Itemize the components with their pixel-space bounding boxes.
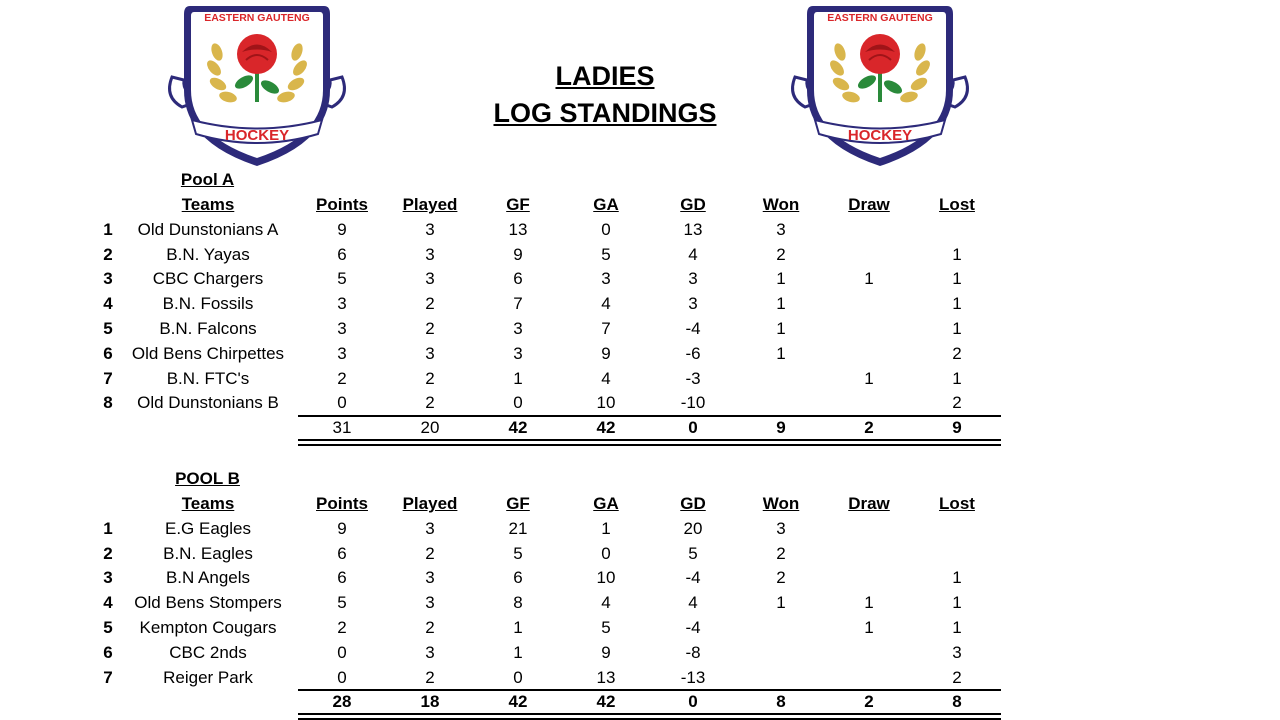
stat-cell-ga: 10: [596, 568, 616, 588]
stat-cell-gf: 9: [513, 244, 523, 264]
stat-cell-won: 1: [776, 269, 786, 289]
stat-cell-points: 0: [337, 642, 347, 662]
totals-double-rule: [298, 439, 1001, 446]
stat-cell-played: 2: [425, 618, 435, 637]
total-cell-points: 28: [332, 692, 352, 712]
stat-cell-lost: 1: [952, 368, 962, 388]
stat-cell-gd: -4: [685, 568, 701, 588]
stat-cell-gf: 6: [513, 568, 523, 588]
rank-cell: 4: [103, 593, 113, 613]
stat-cell-gf: 8: [513, 593, 523, 613]
rank-cell: 4: [103, 294, 113, 314]
stat-cell-won: 2: [776, 543, 786, 563]
logo-right-bottom-text: HOCKEY: [847, 127, 913, 144]
stat-cell-played: 2: [425, 319, 435, 338]
stat-cell-gf: 3: [513, 343, 523, 363]
stat-cell-points: 3: [337, 319, 347, 338]
total-cell-played: 18: [420, 692, 440, 712]
total-cell-gd: 0: [688, 692, 698, 712]
total-cell-points: 31: [332, 418, 352, 438]
stat-cell-played: 2: [425, 667, 435, 687]
rank-cell: 7: [103, 368, 113, 388]
stat-cell-gf: 7: [513, 294, 523, 314]
stat-cell-gd: -8: [685, 642, 701, 662]
column-header-gd: GD: [680, 494, 706, 513]
rank-cell: 7: [103, 667, 113, 687]
stat-cell-gf: 5: [513, 543, 523, 563]
column-header-ga: GA: [593, 195, 619, 214]
stat-cell-won: 3: [776, 518, 786, 538]
rank-cell: 5: [103, 618, 113, 637]
stat-cell-ga: 10: [596, 393, 616, 413]
stat-cell-played: 3: [425, 568, 435, 588]
stat-cell-draw: 1: [864, 269, 874, 289]
team-name-cell: Old Bens Chirpettes: [131, 343, 285, 363]
stat-cell-won: 1: [776, 593, 786, 613]
stat-cell-points: 6: [337, 543, 347, 563]
stat-cell-ga: 4: [601, 294, 611, 314]
rank-cell: 1: [103, 518, 113, 538]
team-name-cell: CBC 2nds: [169, 642, 247, 662]
column-header-points: Points: [316, 195, 368, 214]
team-name-cell: E.G Eagles: [165, 518, 251, 538]
stat-cell-ga: 0: [601, 219, 611, 239]
team-name-cell: Reiger Park: [163, 667, 253, 687]
logo-left-bottom-text: HOCKEY: [224, 127, 290, 144]
totals-double-rule: [298, 713, 1001, 720]
stat-cell-gf: 3: [513, 319, 523, 338]
column-header-ga: GA: [593, 494, 619, 513]
stat-cell-played: 3: [425, 269, 435, 289]
stat-cell-lost: 1: [952, 618, 962, 637]
stat-cell-points: 3: [337, 294, 347, 314]
column-header-gf: GF: [506, 195, 530, 214]
stat-cell-gd: 4: [688, 244, 698, 264]
stat-cell-lost: 1: [952, 593, 962, 613]
stat-cell-draw: 1: [864, 618, 874, 637]
total-cell-won: 8: [776, 692, 786, 712]
team-name-cell: Old Dunstonians A: [137, 219, 279, 239]
logo-right-top-text: EASTERN GAUTENG: [827, 12, 933, 24]
rank-cell: 2: [103, 543, 113, 563]
team-name-cell: B.N. FTC's: [166, 368, 250, 388]
title-line-1: LADIES: [555, 61, 655, 91]
rank-cell: 3: [103, 269, 113, 289]
stat-cell-won: 2: [776, 568, 786, 588]
stat-cell-gf: 6: [513, 269, 523, 289]
stat-cell-played: 3: [425, 593, 435, 613]
stat-cell-played: 3: [425, 518, 435, 538]
rank-cell: 6: [103, 642, 113, 662]
stat-cell-gf: 0: [513, 393, 523, 413]
team-name-cell: Old Bens Stompers: [134, 593, 282, 613]
stat-cell-gd: -4: [685, 618, 701, 637]
team-name-cell: B.N Angels: [165, 568, 251, 588]
stat-cell-gf: 13: [508, 219, 528, 239]
stat-cell-ga: 5: [601, 244, 611, 264]
stat-cell-draw: 1: [864, 593, 874, 613]
total-cell-ga: 42: [596, 692, 616, 712]
total-cell-lost: 8: [952, 692, 962, 712]
stat-cell-lost: 1: [952, 319, 962, 338]
eastern-gauteng-hockey-logo-right: [785, 2, 975, 170]
stat-cell-played: 2: [425, 294, 435, 314]
stat-cell-ga: 5: [601, 618, 611, 637]
stat-cell-points: 2: [337, 368, 347, 388]
totals-top-rule: [298, 415, 1001, 417]
total-cell-ga: 42: [596, 418, 616, 438]
stat-cell-played: 3: [425, 219, 435, 239]
logo-left-top-text: EASTERN GAUTENG: [204, 12, 310, 24]
stat-cell-ga: 3: [601, 269, 611, 289]
stat-cell-points: 3: [337, 343, 347, 363]
stat-cell-lost: 2: [952, 393, 962, 413]
total-cell-won: 9: [776, 418, 786, 438]
stat-cell-gf: 0: [513, 667, 523, 687]
total-cell-played: 20: [420, 418, 440, 438]
team-name-cell: B.N. Yayas: [166, 244, 250, 264]
stat-cell-gd: 13: [683, 219, 703, 239]
total-cell-draw: 2: [864, 692, 874, 712]
total-cell-gf: 42: [508, 418, 528, 438]
column-header-gf: GF: [506, 494, 530, 513]
rank-cell: 6: [103, 343, 113, 363]
stat-cell-draw: 1: [864, 368, 874, 388]
stat-cell-points: 0: [337, 667, 347, 687]
team-name-cell: B.N. Falcons: [159, 319, 257, 338]
stat-cell-ga: 9: [601, 343, 611, 363]
total-cell-draw: 2: [864, 418, 874, 438]
stat-cell-played: 3: [425, 642, 435, 662]
pool-label: Pool A: [180, 170, 235, 189]
stat-cell-gf: 1: [513, 642, 523, 662]
rank-cell: 1: [103, 219, 113, 239]
stat-cell-gf: 21: [508, 518, 528, 538]
stat-cell-gd: -6: [685, 343, 701, 363]
stat-cell-points: 0: [337, 393, 347, 413]
stat-cell-points: 6: [337, 568, 347, 588]
stat-cell-gd: -13: [680, 667, 706, 687]
stat-cell-points: 9: [337, 518, 347, 538]
stat-cell-points: 9: [337, 219, 347, 239]
column-header-draw: Draw: [848, 195, 890, 214]
stat-cell-lost: 1: [952, 294, 962, 314]
stat-cell-won: 1: [776, 294, 786, 314]
stat-cell-ga: 9: [601, 642, 611, 662]
stat-cell-gd: -4: [685, 319, 701, 338]
total-cell-lost: 9: [952, 418, 962, 438]
stat-cell-points: 5: [337, 593, 347, 613]
pool-label: POOL B: [175, 469, 240, 488]
column-header-points: Points: [316, 494, 368, 513]
stat-cell-ga: 0: [601, 543, 611, 563]
team-name-cell: Kempton Cougars: [139, 618, 277, 637]
title-line-2: LOG STANDINGS: [493, 98, 717, 128]
stat-cell-ga: 4: [601, 368, 611, 388]
column-header-lost: Lost: [939, 195, 975, 214]
stat-cell-gd: 3: [688, 294, 698, 314]
stat-cell-lost: 2: [952, 667, 962, 687]
stat-cell-played: 2: [425, 393, 435, 413]
team-name-cell: Old Dunstonians B: [137, 393, 279, 413]
team-name-cell: B.N. Fossils: [162, 294, 254, 314]
stat-cell-gd: -3: [685, 368, 701, 388]
column-header-team: Teams: [181, 494, 235, 513]
stat-cell-lost: 1: [952, 244, 962, 264]
stat-cell-ga: 13: [596, 667, 616, 687]
stat-cell-gd: 3: [688, 269, 698, 289]
stat-cell-won: 2: [776, 244, 786, 264]
stat-cell-points: 6: [337, 244, 347, 264]
page-title: [430, 58, 780, 132]
column-header-lost: Lost: [939, 494, 975, 513]
stat-cell-lost: 1: [952, 269, 962, 289]
stat-cell-won: 3: [776, 219, 786, 239]
eastern-gauteng-hockey-logo-left: [162, 2, 352, 170]
stat-cell-gd: -10: [680, 393, 706, 413]
column-header-played: Played: [402, 494, 458, 513]
stat-cell-points: 2: [337, 618, 347, 637]
stat-cell-ga: 7: [601, 319, 611, 338]
total-cell-gd: 0: [688, 418, 698, 438]
stat-cell-gf: 1: [513, 368, 523, 388]
totals-top-rule: [298, 689, 1001, 691]
stat-cell-lost: 3: [952, 642, 962, 662]
total-cell-gf: 42: [508, 692, 528, 712]
stat-cell-played: 3: [425, 244, 435, 264]
team-name-cell: B.N. Eagles: [163, 543, 253, 563]
stat-cell-won: 1: [776, 319, 786, 338]
stat-cell-won: 1: [776, 343, 786, 363]
stat-cell-gf: 1: [513, 618, 523, 637]
column-header-played: Played: [402, 195, 458, 214]
stat-cell-played: 2: [425, 368, 435, 388]
stat-cell-lost: 1: [952, 568, 962, 588]
stat-cell-ga: 1: [601, 518, 611, 538]
stat-cell-gd: 5: [688, 543, 698, 563]
rank-cell: 8: [103, 393, 113, 413]
stat-cell-gd: 4: [688, 593, 698, 613]
stat-cell-points: 5: [337, 269, 347, 289]
rank-cell: 2: [103, 244, 113, 264]
column-header-won: Won: [762, 195, 800, 214]
stat-cell-gd: 20: [683, 518, 703, 538]
stat-cell-played: 3: [425, 343, 435, 363]
stat-cell-ga: 4: [601, 593, 611, 613]
team-name-cell: CBC Chargers: [152, 269, 264, 289]
rank-cell: 5: [103, 319, 113, 338]
stat-cell-played: 2: [425, 543, 435, 563]
column-header-won: Won: [762, 494, 800, 513]
rank-cell: 3: [103, 568, 113, 588]
column-header-team: Teams: [181, 195, 235, 214]
column-header-draw: Draw: [848, 494, 890, 513]
stat-cell-lost: 2: [952, 343, 962, 363]
column-header-gd: GD: [680, 195, 706, 214]
